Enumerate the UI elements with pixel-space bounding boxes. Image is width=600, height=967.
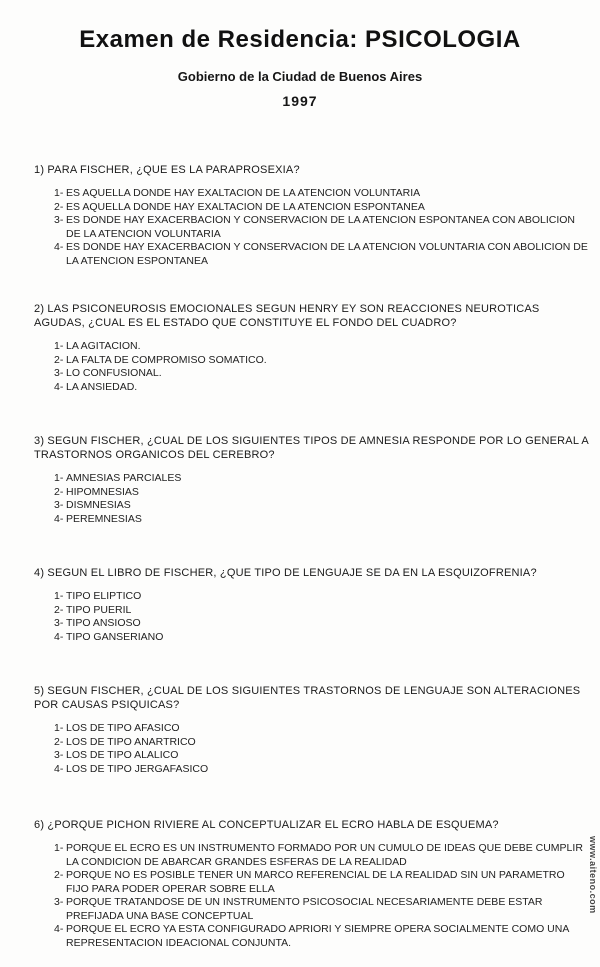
option-number: 4-: [54, 512, 64, 525]
option-text: LOS DE TIPO JERGAFASICO: [66, 762, 209, 775]
option-item: [54, 763, 590, 777]
option-item: [54, 842, 590, 869]
option-text: LOS DE TIPO ALALICO: [66, 749, 179, 761]
question-2: [34, 302, 590, 394]
option-number: 4-: [54, 630, 64, 643]
question-text: 5) SEGUN FISCHER, ¿CUAL DE LOS SIGUIENTES TRASTORNOS DE LENGUAJE SON ALTERACIONES POR CAUSAS PSIQUICAS?: [34, 685, 581, 711]
option-item: [54, 486, 590, 500]
option-item: [54, 749, 590, 763]
page-title: Examen de Residencia: PSICOLOGIA: [79, 26, 521, 53]
site-watermark: www.aiteno.com: [588, 836, 598, 914]
option-number: 1-: [54, 472, 64, 484]
option-text: ES DONDE HAY EXACERBACION Y CONSERVACION DE LA ATENCION VOLUNTARIA CON ABOLICION DE LA ATENCION ESPONTANEA: [66, 241, 588, 267]
option-text: DISMNESIAS: [66, 499, 131, 511]
option-text: TIPO GANSERIANO: [66, 630, 164, 643]
option-text: LA AGITACION.: [66, 340, 141, 352]
exam-year: 1997: [282, 93, 318, 109]
option-text: HIPOMNESIAS: [66, 485, 139, 498]
option-number: 4-: [54, 923, 64, 935]
option-item: [54, 381, 590, 395]
question-text: 3) SEGUN FISCHER, ¿CUAL DE LOS SIGUIENTES TIPOS DE AMNESIA RESPONDE POR LO GENERAL A TRASTORNOS ORGANICOS DEL CEREBRO?: [34, 435, 589, 461]
option-text: LOS DE TIPO AFASICO: [66, 722, 180, 734]
question-5: [34, 684, 590, 776]
question-4: [34, 566, 590, 644]
option-text: PEREMNESIAS: [66, 512, 142, 525]
option-text: PORQUE EL ECRO ES UN INSTRUMENTO FORMADO POR UN CUMULO DE IDEAS QUE DEBE CUMPLIR LA CONDICION DE ABARCAR GRANDES ESFERAS DE LA REALIDAD: [66, 842, 583, 868]
option-item: [54, 201, 590, 215]
option-number: 1-: [54, 722, 64, 734]
option-item: [54, 367, 590, 381]
option-item: [54, 896, 590, 923]
option-number: 3-: [54, 749, 64, 761]
option-item: [54, 631, 590, 645]
option-item: [54, 590, 590, 604]
question-text: 1) PARA FISCHER, ¿QUE ES LA PARAPROSEXIA?: [34, 164, 300, 176]
option-text: TIPO ANSIOSO: [66, 617, 141, 629]
option-text: LA FALTA DE COMPROMISO SOMATICO.: [66, 353, 267, 366]
option-item: [54, 617, 590, 631]
option-text: PORQUE EL ECRO YA ESTA CONFIGURADO APRIORI Y SIEMPRE OPERA SOCIALMENTE COMO UNA REPRESENTACION IDEACIONAL CONJUNTA.: [66, 923, 569, 949]
option-number: 2-: [54, 869, 64, 881]
option-item: [54, 736, 590, 750]
option-number: 4-: [54, 762, 64, 775]
option-item: [54, 472, 590, 486]
option-number: 2-: [54, 353, 64, 366]
option-text: TIPO ELIPTICO: [66, 590, 142, 602]
question-1: [34, 163, 590, 268]
option-number: 1-: [54, 187, 64, 199]
option-number: 3-: [54, 617, 64, 629]
option-text: PORQUE TRATANDOSE DE UN INSTRUMENTO PSICOSOCIAL NECESARIAMENTE DEBE ESTAR PREFIJADA UNA BASE CONCEPTUAL: [66, 896, 543, 922]
option-item: [54, 722, 590, 736]
option-text: TIPO PUERIL: [66, 603, 132, 616]
option-number: 3-: [54, 214, 64, 226]
options-list: [34, 187, 590, 268]
option-number: 4-: [54, 241, 64, 253]
option-number: 2-: [54, 485, 64, 498]
option-item: [54, 604, 590, 618]
option-text: LOS DE TIPO ANARTRICO: [66, 735, 196, 748]
question-6: [34, 818, 590, 950]
question-text: 6) ¿PORQUE PICHON RIVIERE AL CONCEPTUALIZAR EL ECRO HABLA DE ESQUEMA?: [34, 819, 499, 831]
options-list: [34, 842, 590, 950]
option-item: [54, 869, 590, 896]
option-text: PORQUE NO ES POSIBLE TENER UN MARCO REFERENCIAL DE LA REALIDAD SIN UN PARAMETRO FIJO PARA PODER OPERAR SOBRE ELLA: [66, 869, 565, 895]
option-text: ES AQUELLA DONDE HAY EXALTACION DE LA ATENCION ESPONTANEA: [66, 200, 425, 213]
option-text: AMNESIAS PARCIALES: [66, 472, 182, 484]
options-list: [34, 722, 590, 776]
option-item: [54, 513, 590, 527]
options-list: [34, 340, 590, 394]
option-item: [54, 214, 590, 241]
option-text: LA ANSIEDAD.: [66, 380, 138, 393]
question-text: 2) LAS PSICONEUROSIS EMOCIONALES SEGUN HENRY EY SON REACCIONES NEUROTICAS AGUDAS, ¿CUAL ES EL ESTADO QUE CONSTITUYE EL FONDO DEL CUADRO?: [34, 303, 540, 329]
question-3: [34, 434, 590, 526]
option-number: 1-: [54, 590, 64, 602]
option-text: LO CONFUSIONAL.: [66, 367, 162, 379]
option-item: [54, 187, 590, 201]
option-number: 2-: [54, 735, 64, 748]
option-number: 1-: [54, 842, 64, 854]
option-item: [54, 923, 590, 950]
option-text: ES AQUELLA DONDE HAY EXALTACION DE LA ATENCION VOLUNTARIA: [66, 187, 421, 199]
option-number: 4-: [54, 380, 64, 393]
option-item: [54, 241, 590, 268]
options-list: [34, 590, 590, 644]
page-subtitle: Gobierno de la Ciudad de Buenos Aires: [177, 69, 423, 84]
option-text: ES DONDE HAY EXACERBACION Y CONSERVACION DE LA ATENCION ESPONTANEA CON ABOLICION DE LA ATENCION VOLUNTARIA: [66, 214, 575, 240]
option-number: 1-: [54, 340, 64, 352]
option-number: 3-: [54, 499, 64, 511]
options-list: [34, 472, 590, 526]
option-number: 3-: [54, 896, 64, 908]
option-number: 3-: [54, 367, 64, 379]
option-number: 2-: [54, 603, 64, 616]
option-item: [54, 340, 590, 354]
option-item: [54, 354, 590, 368]
question-text: 4) SEGUN EL LIBRO DE FISCHER, ¿QUE TIPO DE LENGUAJE SE DA EN LA ESQUIZOFRENIA?: [34, 567, 537, 579]
option-item: [54, 499, 590, 513]
option-number: 2-: [54, 200, 64, 213]
